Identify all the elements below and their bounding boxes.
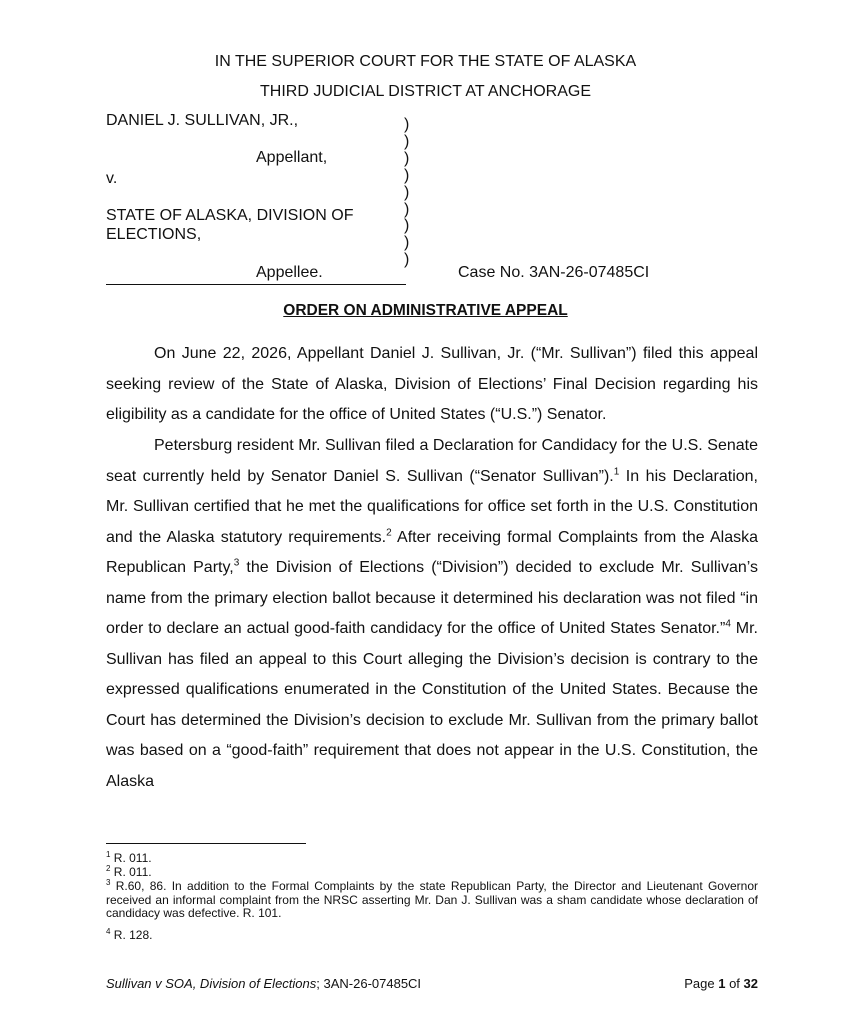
page-indicator <box>670 976 758 991</box>
court-heading: IN THE SUPERIOR COURT FOR THE STATE OF ALASKA <box>214 53 637 70</box>
district-heading: THIRD JUDICIAL DISTRICT AT ANCHORAGE <box>259 83 591 100</box>
footnote-1-text: R. 011. <box>110 851 152 865</box>
caption-brackets: ) ) ) ) ) ) ) ) ) <box>404 116 410 269</box>
footnote-2-text: R. 011. <box>110 865 152 879</box>
appellant-name: DANIEL J. SULLIVAN, JR., <box>106 112 299 129</box>
page-total: 32 <box>743 976 758 991</box>
page-number: 1 <box>718 976 726 991</box>
footnote-1 <box>106 852 758 866</box>
footnote-2-number: 2 <box>106 864 111 873</box>
p2-text-e: Mr. Sullivan has filed an appeal to this Court alleging the Division’s decision is contrary to the expressed qualifications enumerated in the Constitution of the United States. Because the Court has determined the Division’s decision to exclude Mr. Sullivan from the primary ballot was based on a “good-faith” requirement that does not appear in the U.S. Constitution, the Alaska <box>106 620 758 790</box>
appellee-name-line1: STATE OF ALASKA, DIVISION OF <box>106 207 354 224</box>
footnote-ref-2: 2 <box>386 527 392 539</box>
versus-label: v. <box>106 170 118 187</box>
appellee-role: Appellee. <box>256 264 323 281</box>
footnote-separator <box>106 843 306 844</box>
document-title: ORDER ON ADMINISTRATIVE APPEAL <box>283 302 568 319</box>
footnote-2 <box>106 866 758 880</box>
p2-text-d: the Division of Elections (“Division”) decided to exclude Mr. Sullivan’s name from the primary election ballot because it determined his declaration was not filed “in order to declare an actual good-faith candidacy for the office of United States Senator.” <box>106 559 759 637</box>
footer-case-name: Sullivan v SOA, Division of Elections <box>106 976 317 991</box>
p2-text-b: In his Declaration, Mr. Sullivan certified that he met the qualifications for office set forth in the U.S. Constitution and the Alaska statutory requirements. <box>106 467 759 546</box>
body-paragraph-2 <box>106 431 758 797</box>
appellee-signature-line <box>106 264 406 285</box>
p2-text-c: After receiving formal Complaints from the Alaska Republican Party, <box>106 528 758 576</box>
footnote-4 <box>106 929 758 943</box>
footnote-3-text: R.60, 86. In addition to the Formal Complaints by the state Republican Party, the Director and Lieutenant Governor received an informal complaint from the NRSC asserting Mr. Dan J. Sullivan was a sham candidate whose declaration of candidacy was defective. R. 101. <box>106 879 758 920</box>
page-of: of <box>725 976 744 991</box>
footnote-ref-3: 3 <box>233 557 240 569</box>
footnote-1-number: 1 <box>106 850 111 859</box>
page-label: Page <box>684 976 719 991</box>
paragraph-1-text: On June 22, 2026, Appellant Daniel J. Sullivan, Jr. (“Mr. Sullivan”) filed this appeal seeking review of the State of Alaska, Division of Elections’ Final Decision regarding his eligibility as a candidate for the office of United States (“U.S.”) Senator. <box>106 345 758 423</box>
appellee-name-line2: ELECTIONS, <box>106 226 202 243</box>
footnote-3-number: 3 <box>106 878 111 887</box>
case-number: Case No. 3AN-26-07485CI <box>458 264 650 281</box>
footnote-4-text: R. 128. <box>110 928 153 942</box>
footnote-4-number: 4 <box>106 927 111 936</box>
footnote-3 <box>106 880 758 921</box>
appellant-role: Appellant, <box>256 149 328 166</box>
footnote-ref-1: 1 <box>613 466 620 478</box>
body-paragraph-1 <box>106 339 758 431</box>
footer-case-caption <box>106 976 421 991</box>
footer-case-number: ; 3AN-26-07485CI <box>316 976 422 991</box>
footnote-ref-4: 4 <box>725 618 731 630</box>
p2-text-a: Petersburg resident Mr. Sullivan filed a Declaration for Candidacy for the U.S. Senate seat currently held by Senator Daniel S. Sullivan (“Senator Sullivan”). <box>106 437 758 485</box>
